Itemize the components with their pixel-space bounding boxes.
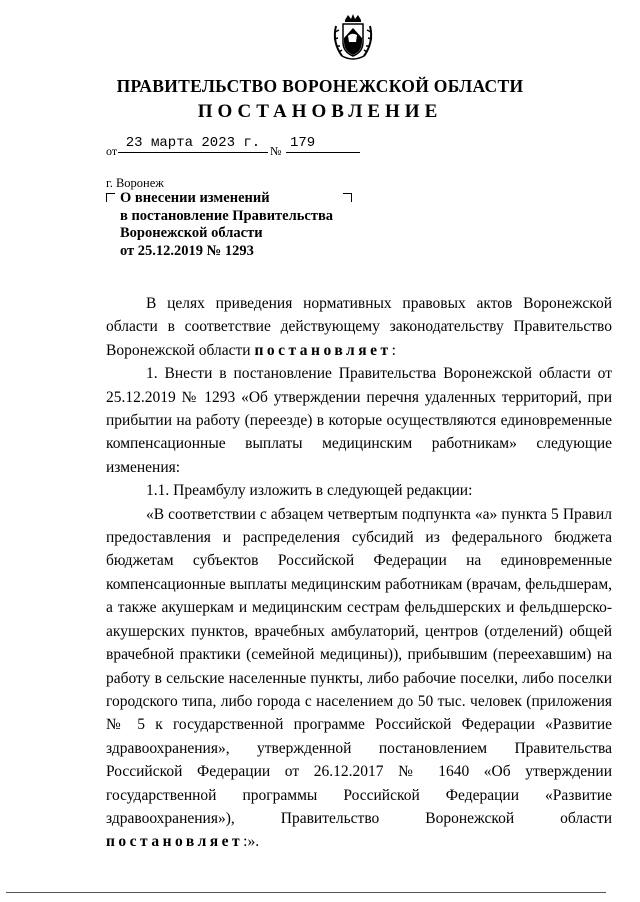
paragraph-end: :	[391, 341, 396, 359]
subject-line: О внесении изменений	[120, 190, 270, 206]
resolves-emphasis: постановляет	[106, 833, 244, 851]
subject-corner-right	[343, 193, 352, 202]
paragraph-item-1: 1. Внести в постановление Правительства Воронежской области от 25.12.2019 № 1293 «Об утверждении перечня удаленных территорий, при прибытии на работу (переезде) в которые осуществляются единовременные компенсационные выплаты медицинским работникам» следующие изменения:	[106, 365, 612, 476]
organization-title: ПРАВИТЕЛЬСТВО ВОРОНЕЖСКОЙ ОБЛАСТИ	[116, 76, 524, 96]
paragraph-text: В целях приведения нормативных правовых актов Воронежской области в соответствие действующему законодательству Правительство Воронежской области	[106, 295, 612, 359]
subject-line: в постановление Правительства	[120, 207, 334, 224]
date-prefix: от	[106, 144, 118, 158]
paragraph-end: :».	[243, 833, 260, 851]
document-body	[106, 292, 612, 854]
subject-line: Воронежской области	[120, 225, 263, 241]
subject-line: от 25.12.2019 № 1293	[120, 242, 254, 259]
document-type-title: ПОСТАНОВЛЕНИЕ	[197, 101, 443, 122]
document-date: 23 марта 2023 г.	[118, 135, 268, 153]
paragraph-item-1-1: 1.1. Преамбулу изложить в следующей редакции:	[146, 482, 473, 500]
date-number-row	[106, 135, 366, 159]
resolves-emphasis: постановляет	[254, 341, 392, 359]
paragraph-new-preamble	[106, 503, 612, 854]
page-bottom-rule	[6, 892, 606, 893]
paragraph-preamble	[106, 292, 612, 362]
subject-block	[120, 190, 333, 260]
paragraph-text: «В соответствии с абзацем четвертым подпункта «а» пункта 5 Правил предоставления и распределения субсидий из федерального бюджета бюджетам субъектов Российской Федерации на единовременные компенсационные выплаты медицинским работникам (врачам, фельдшерам, а также акушеркам и медицинским сестрам фельдшерских и фельдшерско-акушерских пунктов, врачебных амбулаторий, центров (отделений) общей врачебной практики (семейной медицины)), прибывшим (переехавшим) на работу в сельские населенные пункты, либо рабочие поселки, либо поселки городского типа, либо города с населением до 50 тыс. человек (приложения № 5 к государственной программе Российской Федерации «Развитие здравоохранения», утвержденной постановлением Правительства Российской Федерации от 26.12.2017 № 1640 «Об утверждении государственной программы Российской Федерации «Развитие здравоохранения»), Правительство Воронежской области	[106, 505, 612, 827]
number-prefix: №	[270, 144, 282, 158]
document-number: 179	[286, 135, 360, 153]
subject-corner-left	[106, 193, 115, 202]
city-label: г. Воронеж	[106, 176, 164, 190]
voronezh-coat-of-arms-icon	[330, 12, 376, 64]
